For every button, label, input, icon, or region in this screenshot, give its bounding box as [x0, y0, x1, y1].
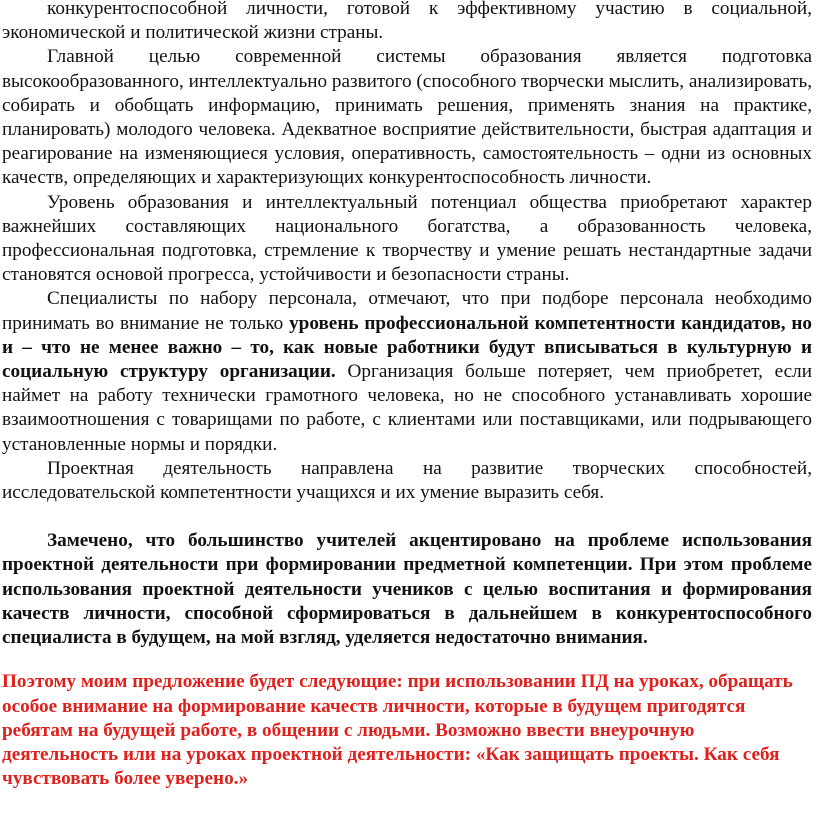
spacer — [2, 650, 812, 670]
paragraph-project-activity: Проектная деятельность направлена на развитие творческих способностей, исследовательской компетентности учащихся и их умение выразить себя. — [2, 457, 812, 504]
paragraph-hr-specialists — [2, 287, 812, 456]
paragraph-hr-start: Специалисты по набору персонала, отмечают, что при подборе персонала необходимо принимать во внимание не только — [2, 288, 812, 334]
paragraph-proposal: Поэтому моим предложение будет следующие: при использовании ПД на уроках, обращать особое внимание на формирование качеств личности, которые в будущем пригодятся ребятам на будущей работе, в общении с людьми. Возможно ввести внеурочную деятельность или на уроках проектной деятельности: «Как защищать проекты. Как себя чувствовать более уверено.» — [2, 671, 793, 790]
paragraph-hr-bold: уровень профессиональной компетентности кандидатов, но и – что не менее важно – то, как новые работники будут вписываться в культурную и социальную структуру организации. — [2, 312, 812, 383]
paragraph-hr-end: Организация больше потеряет, чем приобретет, если наймет на работу технически грамотного человека, но не способного устанавливать хорошие взаимоотношения с товарищами по работе, с клиентами или поставщиками, или подрывающего установленные нормы и порядки. — [2, 361, 812, 455]
paragraph-education-goal: Главной целью современной системы образования является подготовка высокообразованного, интеллектуально развитого (способного творчески мыслить, анализировать, собирать и обобщать информацию, принимать решения, применять знания на практике, планировать) молодого человека. Адекватное восприятие действительности, быстрая адаптация и реагирование на изменяющиеся условия, оперативность, самостоятельность – одни из основных качеств, определяющих и характеризующих конкурентоспособность личности. — [2, 46, 812, 189]
paragraph-intro-continuation: конкурентоспособной личности, готовой к эффективному участию в социальной, экономической и политической жизни страны. — [2, 0, 812, 44]
paragraph-observation: Замечено, что большинство учителей акцентировано на проблеме использования проектной деятельности при формировании предметной компетенции. При этом проблеме использования проектной деятельности учеников с целью воспитания и формирования качеств личности, способной сформироваться в дальнейшем в конкурентоспособного специалиста в будущем, на мой взгляд, уделяется недостаточно внимания. — [2, 530, 812, 649]
spacer — [2, 505, 812, 529]
paragraph-education-level: Уровень образования и интеллектуальный потенциал общества приобретают характер важнейших составляющих национального богатства, а образованность человека, профессиональная подготовка, стремление к творчеству и умение решать нестандартные задачи становятся основой прогресса, устойчивости и безопасности страны. — [2, 191, 812, 286]
